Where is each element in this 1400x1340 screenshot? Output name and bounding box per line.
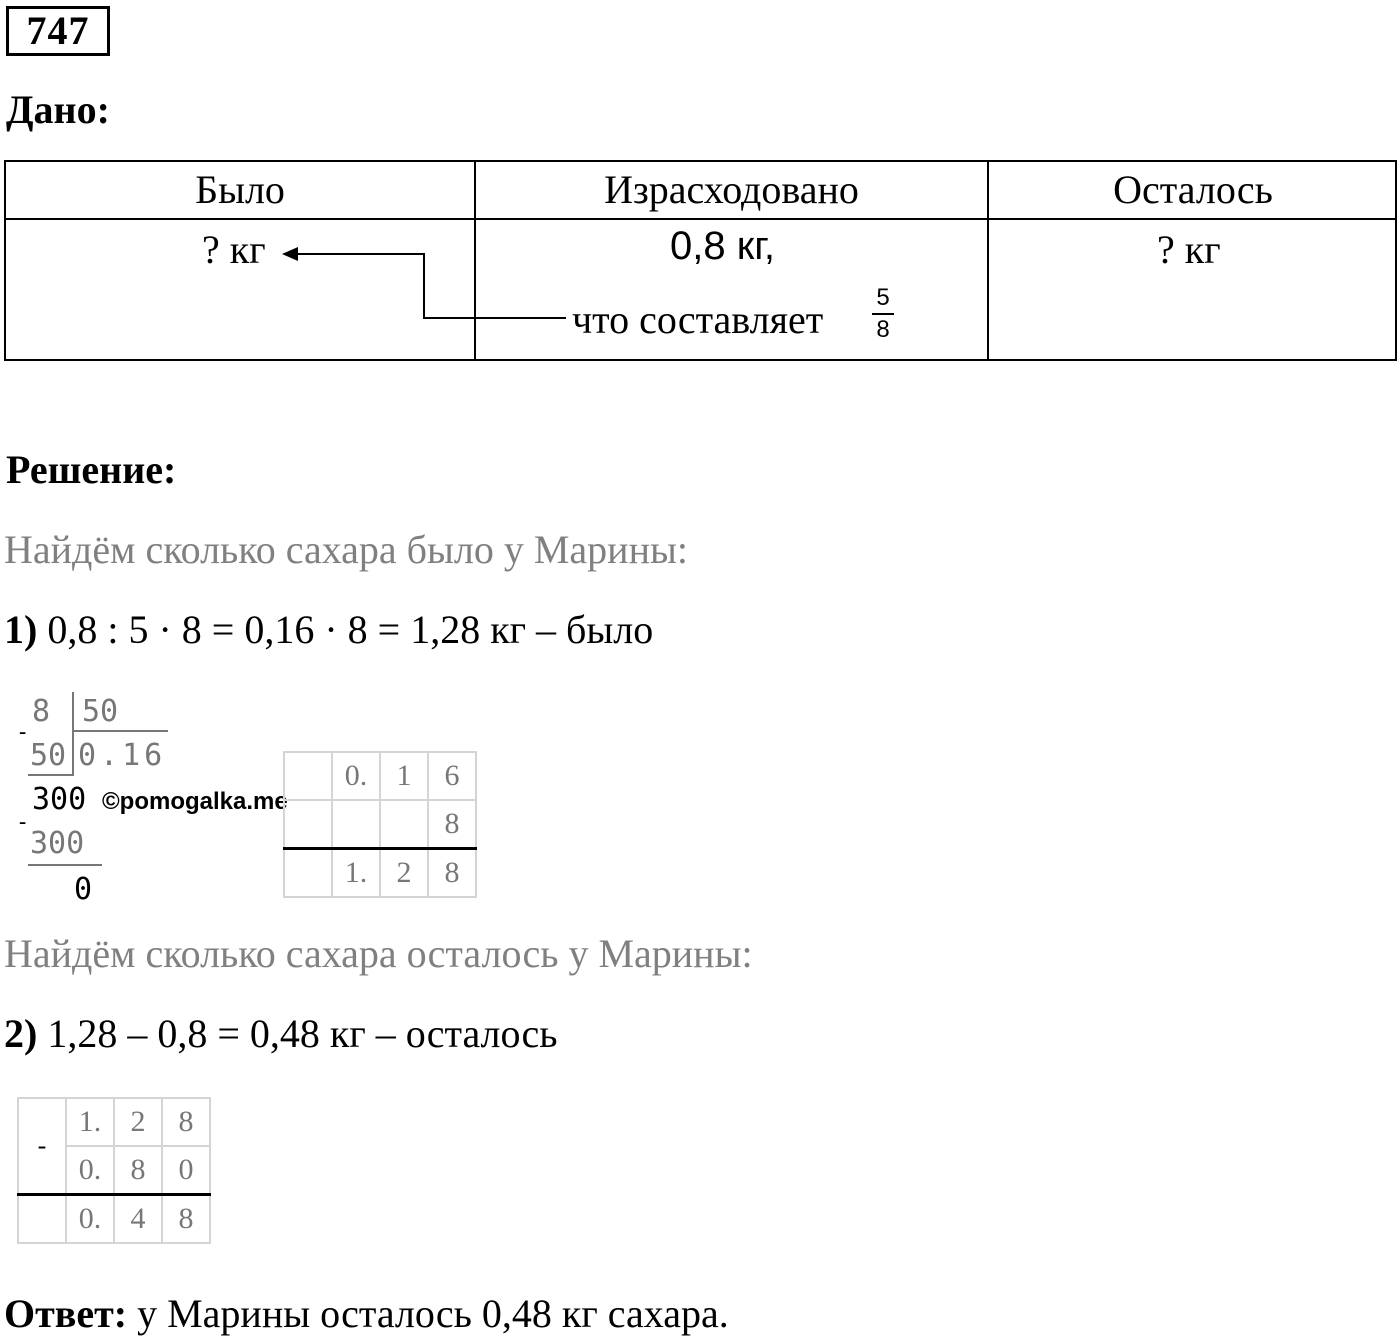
division-dividend: 8 bbox=[32, 694, 51, 729]
grid-cell: 8 bbox=[114, 1146, 162, 1195]
grid-cell: 1. bbox=[332, 849, 380, 898]
division-line bbox=[28, 774, 72, 776]
solution-heading: Решение: bbox=[6, 447, 177, 492]
fraction-denominator: 8 bbox=[876, 316, 890, 343]
grid-cell bbox=[284, 800, 332, 849]
step1-line bbox=[4, 606, 653, 653]
cell-spent-note: что составляет bbox=[572, 297, 824, 342]
given-heading: Дано: bbox=[6, 87, 110, 132]
division-divisor: 50 bbox=[82, 694, 119, 729]
grid-cell: 8 bbox=[162, 1195, 210, 1244]
header-left: Осталось bbox=[1113, 167, 1273, 212]
fraction-numerator: 5 bbox=[876, 284, 890, 311]
division-subtract-1: 50 bbox=[30, 738, 67, 773]
step2-intro: Найдём сколько сахара осталось у Марины: bbox=[4, 931, 753, 976]
step2-label: 2) bbox=[4, 1011, 38, 1056]
grid-cell bbox=[284, 849, 332, 898]
grid-cell: 0. bbox=[66, 1146, 114, 1195]
fraction bbox=[872, 284, 894, 344]
header-spent: Израсходовано bbox=[604, 167, 859, 212]
grid-cell: 8 bbox=[162, 1098, 210, 1146]
grid-row bbox=[284, 752, 476, 800]
header-bylo: Было bbox=[195, 167, 285, 212]
multiplication-grid bbox=[283, 751, 477, 898]
grid-cell bbox=[380, 800, 428, 849]
step2-line bbox=[4, 1010, 558, 1057]
problem-number: 747 bbox=[6, 6, 110, 56]
answer-line bbox=[4, 1290, 729, 1337]
step1-intro: Найдём сколько сахара было у Марины: bbox=[4, 527, 688, 572]
grid-cell: 4 bbox=[114, 1195, 162, 1244]
cell-remaining: ? кг bbox=[1157, 227, 1221, 272]
step1-expression: 0,8 : 5 · 8 = 0,16 · 8 = 1,28 кг – было bbox=[47, 607, 654, 652]
subtraction-grid bbox=[17, 1097, 211, 1244]
grid-cell: 2 bbox=[114, 1098, 162, 1146]
grid-cell bbox=[18, 1195, 66, 1244]
grid-row bbox=[284, 800, 476, 849]
division-line bbox=[28, 864, 102, 866]
grid-cell bbox=[284, 752, 332, 800]
grid-row bbox=[284, 849, 476, 898]
grid-cell: 0. bbox=[332, 752, 380, 800]
division-quotient: 0.16 bbox=[78, 738, 167, 773]
watermark: ©pomogalka.me bbox=[102, 788, 288, 815]
answer-text: у Марины осталось 0,48 кг сахара. bbox=[137, 1291, 729, 1336]
division-remainder-1: 300 bbox=[32, 782, 87, 817]
division-subtract-2: 300 bbox=[30, 826, 85, 861]
grid-cell: 8 bbox=[428, 849, 476, 898]
division-bar-horizontal bbox=[72, 730, 168, 732]
step1-label: 1) bbox=[4, 607, 38, 652]
minus-sign: - bbox=[16, 720, 30, 745]
grid-cell: 0 bbox=[162, 1146, 210, 1195]
grid-row bbox=[18, 1195, 210, 1244]
grid-cell: 2 bbox=[380, 849, 428, 898]
step2-expression: 1,28 – 0,8 = 0,48 кг – осталось bbox=[47, 1011, 558, 1056]
division-bar-vertical bbox=[72, 692, 74, 776]
answer-label: Ответ: bbox=[4, 1291, 128, 1336]
grid-cell: 8 bbox=[428, 800, 476, 849]
fraction-bar bbox=[872, 313, 894, 315]
grid-cell bbox=[332, 800, 380, 849]
grid-cell: 1 bbox=[380, 752, 428, 800]
grid-cell: 6 bbox=[428, 752, 476, 800]
given-table bbox=[4, 160, 1397, 361]
minus-sign: - bbox=[16, 810, 30, 835]
grid-cell: - bbox=[18, 1098, 66, 1195]
grid-cell: 0. bbox=[66, 1195, 114, 1244]
division-remainder-2: 0 bbox=[74, 872, 93, 907]
cell-spent-amount: 0,8 кг, bbox=[670, 224, 776, 268]
grid-cell: 1. bbox=[66, 1098, 114, 1146]
grid-row bbox=[18, 1098, 210, 1146]
cell-had: ? кг bbox=[202, 227, 266, 272]
